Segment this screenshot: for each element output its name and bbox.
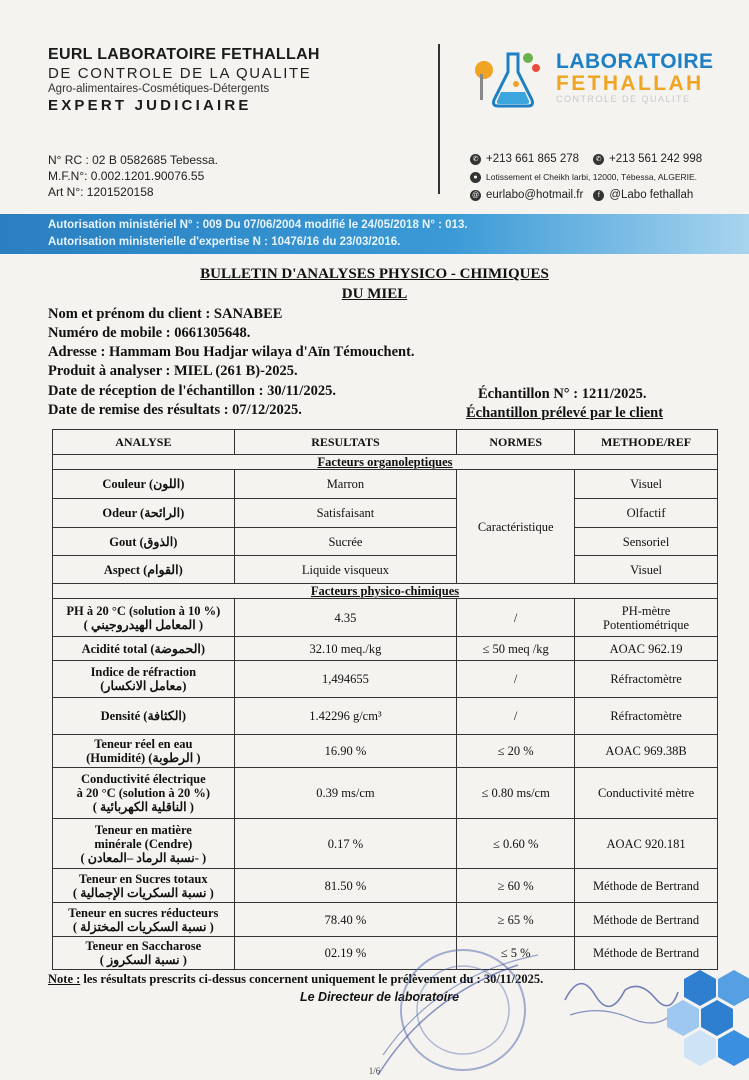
brand-name-1: LABORATOIRE	[556, 50, 714, 73]
norm-cell: /	[457, 661, 575, 698]
method-cell: Olfactif	[575, 499, 718, 528]
table-row	[53, 819, 718, 869]
lab-flask-logo	[470, 44, 550, 114]
result-cell: 81.50 %	[234, 869, 457, 903]
analysis-table	[52, 429, 718, 970]
company-sectors: Agro-alimentaires-Cosmétiques-Détergents	[48, 83, 270, 95]
location-icon: ●	[470, 172, 481, 183]
email-icon: @	[471, 191, 480, 199]
method-cell: Méthode de Bertrand	[575, 937, 718, 970]
analyse-cell: Teneur en matière minérale (Cendre) ( نسبة الرماد –المعادن- )	[53, 819, 235, 869]
norm-cell: /	[457, 698, 575, 735]
analyse-cell: Indice de réfraction (معامل الانكسار)	[53, 661, 235, 698]
result-cell: 0.39 ms/cm	[234, 768, 457, 819]
director-label: Le Directeur de laboratoire	[300, 990, 460, 1004]
table-row	[53, 528, 718, 556]
brand-block	[556, 50, 714, 104]
norm-cell: Caractéristique	[457, 470, 575, 584]
result-cell: 78.40 %	[234, 903, 457, 937]
mfn-number: M.F.N°: 0.002.1201.90076.55	[48, 169, 205, 183]
norm-cell: ≤ 50 meq /kg	[457, 637, 575, 661]
analyse-cell: Gout (الذوق)	[53, 528, 235, 556]
analyse-cell: Teneur réel en eau (Humidité) (الرطوبة )	[53, 735, 235, 768]
table-row	[53, 470, 718, 499]
header-divider	[438, 44, 440, 194]
table-row	[53, 869, 718, 903]
method-cell: Conductivité mètre	[575, 768, 718, 819]
document-subtitle: DU MIEL	[341, 286, 408, 302]
table-row	[53, 661, 718, 698]
table-row	[53, 768, 718, 819]
result-cell: 1,494655	[234, 661, 457, 698]
table-row	[53, 735, 718, 768]
method-cell: PH-mètre Potentiométrique	[575, 599, 718, 637]
result-cell: 16.90 %	[234, 735, 457, 768]
header-resultats: RESULTATS	[234, 430, 457, 455]
table-row	[53, 698, 718, 735]
table-row	[53, 903, 718, 937]
lab-address: Lotissement el Cheikh larbi, 12000, Tébessa, ALGERIE.	[486, 172, 698, 182]
analyse-cell: PH à 20 °C (solution à 10 %) ( المعامل الهيدروجيني )	[53, 599, 235, 637]
facebook-icon: f	[593, 190, 604, 201]
norm-cell: ≤ 0.80 ms/cm	[457, 768, 575, 819]
rc-number: N° RC : 02 B 0582685 Tebessa.	[48, 153, 219, 167]
registration-info	[48, 152, 218, 200]
phone-2: +213 561 242 998	[609, 153, 703, 165]
company-expert: EXPERT JUDICIAIRE	[48, 97, 252, 114]
result-cell: 02.19 %	[234, 937, 457, 970]
sampled-by: Échantillon prélevé par le client	[466, 405, 664, 421]
norm-cell: /	[457, 599, 575, 637]
table-row	[53, 637, 718, 661]
analyse-cell: Teneur en Sucres totaux ( نسبة السكريات الإجمالية )	[53, 869, 235, 903]
analyse-cell: Teneur en sucres réducteurs ( نسبة السكريات المختزلة )	[53, 903, 235, 937]
method-cell: Sensoriel	[575, 528, 718, 556]
analyse-cell: Couleur (اللون)	[53, 470, 235, 499]
norm-cell: ≤ 5 %	[457, 937, 575, 970]
company-header	[48, 46, 428, 114]
method-cell: Réfractomètre	[575, 698, 718, 735]
table-header-row	[53, 430, 718, 455]
result-cell: 1.42296 g/cm³	[234, 698, 457, 735]
method-cell: AOAC 920.181	[575, 819, 718, 869]
reception-date: Date de réception de l'échantillon : 30/11/2025.	[48, 383, 336, 399]
analyse-cell: Teneur en Saccharose ( نسبة السكروز )	[53, 937, 235, 970]
result-cell: Liquide visqueux	[234, 556, 457, 584]
authorization-line-1: Autorisation ministériel N° : 009 Du 07/06/2004 modifié le 24/05/2018 N° : 013.	[48, 219, 468, 231]
company-name: EURL LABORATOIRE FETHALLAH	[48, 46, 320, 63]
decorative-hexagons	[640, 968, 749, 1068]
result-cell: 4.35	[234, 599, 457, 637]
client-name: Nom et prénom du client : SANABEE	[48, 306, 283, 322]
company-subtitle: DE CONTROLE DE LA QUALITE	[48, 65, 312, 82]
analyse-cell: Conductivité électrique à 20 °C (solution à 20 %) ( الناقلية الكهربائية )	[53, 768, 235, 819]
results-date: Date de remise des résultats : 07/12/2025.	[48, 402, 302, 418]
note-label: Note :	[48, 972, 81, 986]
phone-icon: ✆	[470, 154, 481, 165]
table-row	[53, 556, 718, 584]
header-normes: NORMES	[457, 430, 575, 455]
method-cell: AOAC 969.38B	[575, 735, 718, 768]
analyse-cell: Aspect (القوام)	[53, 556, 235, 584]
brand-name-2: FETHALLAH	[556, 72, 704, 95]
lab-stamp	[368, 935, 548, 1080]
client-address: Adresse : Hammam Bou Hadjar wilaya d'Aïn Témouchent.	[48, 344, 415, 360]
table-row	[53, 599, 718, 637]
method-cell: Visuel	[575, 470, 718, 499]
phone-icon: ✆	[593, 154, 604, 165]
authorization-line-2: Autorisation ministerielle d'expertise N : 10476/16 du 23/03/2016.	[48, 236, 401, 248]
method-cell: Réfractomètre	[575, 661, 718, 698]
method-cell: Méthode de Bertrand	[575, 869, 718, 903]
result-cell: 32.10 meq./kg	[234, 637, 457, 661]
analyse-cell: Densité (الكثافة)	[53, 698, 235, 735]
result-cell: Satisfaisant	[234, 499, 457, 528]
method-cell: AOAC 962.19	[575, 637, 718, 661]
result-cell: Sucrée	[234, 528, 457, 556]
contact-info	[470, 150, 702, 204]
norm-cell: ≥ 60 %	[457, 869, 575, 903]
sample-number: Échantillon N° : 1211/2025.	[478, 386, 647, 402]
lab-email: eurlabo@hotmail.fr	[486, 189, 584, 201]
norm-cell: ≤ 0.60 %	[457, 819, 575, 869]
note-text: les résultats prescrits ci-dessus concernent uniquement le prélèvement du : 30/11/2025.	[80, 972, 544, 986]
analyse-cell: Odeur (الرائحة)	[53, 499, 235, 528]
method-cell: Visuel	[575, 556, 718, 584]
method-cell: Méthode de Bertrand	[575, 903, 718, 937]
analyse-cell: Acidité total (الحموضة)	[53, 637, 235, 661]
art-number: Art N°: 1201520158	[48, 185, 154, 199]
brand-tagline: CONTROLE DE QUALITE	[556, 94, 691, 104]
table-row	[53, 499, 718, 528]
norm-cell: ≤ 20 %	[457, 735, 575, 768]
header-analyse: ANALYSE	[53, 430, 235, 455]
phone-1: +213 661 865 278	[486, 153, 580, 165]
norm-cell: ≥ 65 %	[457, 903, 575, 937]
page-number: 1/6	[368, 1066, 381, 1076]
section-physico-chemical: Facteurs physico-chimiques	[53, 584, 718, 599]
product-analyzed: Produit à analyser : MIEL (261 B)-2025.	[48, 363, 298, 379]
result-cell: Marron	[234, 470, 457, 499]
lab-facebook: @Labo fethallah	[609, 189, 694, 201]
header-methode: METHODE/REF	[575, 430, 718, 455]
client-mobile: Numéro de mobile : 0661305648.	[48, 325, 251, 341]
section-organoleptic: Facteurs organoleptiques	[53, 455, 718, 470]
result-cell: 0.17 %	[234, 819, 457, 869]
document-title: BULLETIN D'ANALYSES PHYSICO - CHIMIQUES	[200, 266, 549, 282]
authorization-banner	[0, 214, 749, 254]
